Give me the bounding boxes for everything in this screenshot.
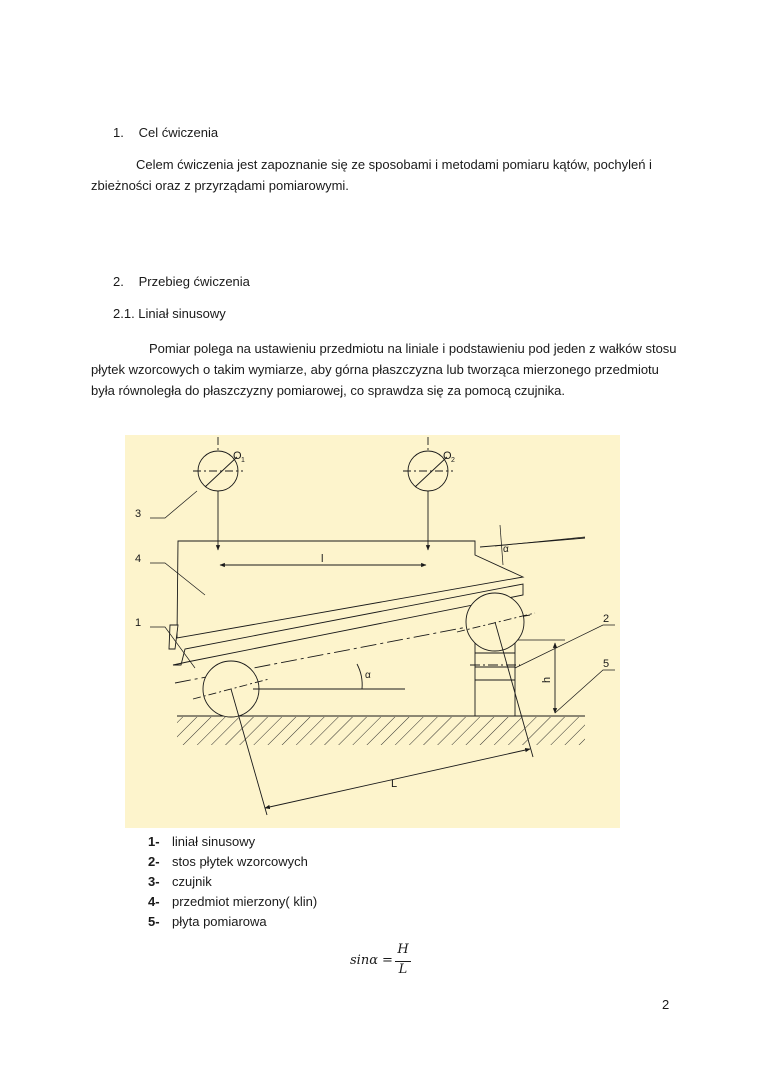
angle-top <box>480 525 585 565</box>
paragraph-line: zbieżności oraz z przyrządami pomiarowymi. <box>91 178 349 193</box>
section-1-number: 1. <box>113 125 124 140</box>
indicator-gauges <box>193 437 453 550</box>
formula-lhs: sinα <box>350 953 378 968</box>
legend-text: liniał sinusowy <box>172 834 256 849</box>
label-alpha-bottom: α <box>365 670 371 681</box>
label-1: 1 <box>135 617 142 629</box>
angle-bottom <box>253 664 405 689</box>
legend-item <box>148 832 317 852</box>
legend-text: płyta pomiarowa <box>172 914 267 929</box>
paragraph-line: Pomiar polega na ustawieniu przedmiotu na liniale i podstawieniu pod jeden z wałków stosu <box>149 341 677 356</box>
paragraph-line: była równoległa do płaszczyzny pomiarowej, co sprawdza się za pomocą czujnika. <box>91 383 566 398</box>
paragraph-line: płytek wzorcowych o takim wymiarze, aby górna płaszczyzna lub tworząca mierzonego przedmiotu <box>91 362 659 377</box>
section-2-heading <box>113 274 250 289</box>
label-5: 5 <box>603 658 610 670</box>
section-1-heading <box>113 125 218 140</box>
figure-legend <box>148 832 317 932</box>
formula-equals: = <box>382 953 393 968</box>
legend-number: 4- <box>148 894 160 909</box>
label-2: 2 <box>603 613 610 625</box>
section-2-1-paragraph <box>91 338 677 401</box>
label-alpha-top: α <box>503 544 509 555</box>
legend-item <box>148 872 317 892</box>
label-o1: O <box>233 450 242 462</box>
section-2-number: 2. <box>113 274 124 289</box>
label-h: h <box>541 676 553 683</box>
legend-item <box>148 892 317 912</box>
legend-item <box>148 912 317 932</box>
label-4: 4 <box>135 553 142 565</box>
legend-text: stos płytek wzorcowych <box>172 854 308 869</box>
label-o2-sub: 2 <box>451 457 455 464</box>
label-o1-sub: 1 <box>241 457 245 464</box>
formula-numerator: H <box>397 942 409 957</box>
section-2-title: Przebieg ćwiczenia <box>138 274 250 289</box>
legend-item <box>148 852 317 872</box>
legend-number: 1- <box>148 834 160 849</box>
legend-number: 5- <box>148 914 160 929</box>
label-l-big: L <box>391 778 398 790</box>
section-1-title: Cel ćwiczenia <box>138 125 219 140</box>
label-l-small: l <box>321 553 324 565</box>
page-number: 2 <box>662 997 670 1012</box>
subsection-2-1-heading: 2.1. Liniał sinusowy <box>113 306 226 321</box>
legend-number: 3- <box>148 874 160 889</box>
formula-denominator: L <box>398 962 408 977</box>
label-o2: O <box>443 450 452 462</box>
legend-number: 2- <box>148 854 160 869</box>
legend-text: czujnik <box>172 874 212 889</box>
section-1-paragraph <box>91 154 671 196</box>
legend-text: przedmiot mierzony( klin) <box>172 894 318 909</box>
h-dimension <box>517 640 565 713</box>
label-3: 3 <box>135 508 142 520</box>
measuring-plate <box>177 716 585 745</box>
paragraph-line: Celem ćwiczenia jest zapoznanie się ze sposobami i metodami pomiaru kątów, pochyleń i <box>136 157 652 172</box>
sine-bar-diagram <box>125 435 620 828</box>
